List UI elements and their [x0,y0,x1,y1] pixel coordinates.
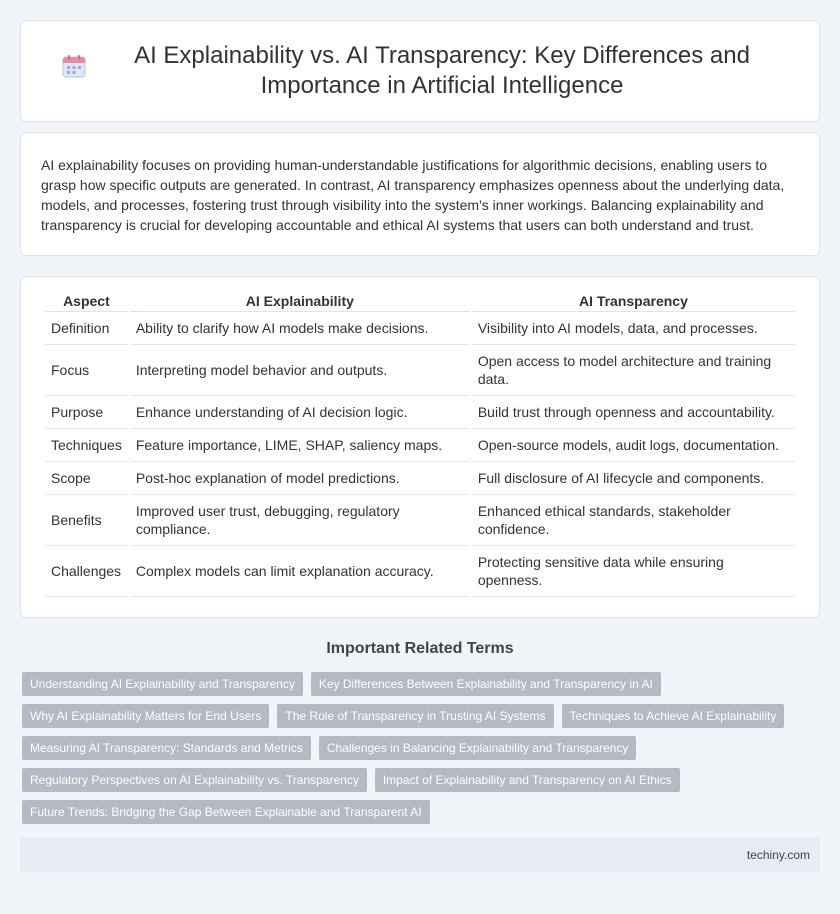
related-term-tag[interactable]: Key Differences Between Explainability and Transparency in AI [311,672,661,696]
header-aspect: Aspect [45,291,128,312]
related-term-tag[interactable]: Regulatory Perspectives on AI Explainability vs. Transparency [22,768,367,792]
cell-transparency: Visibility into AI models, data, and processes. [472,312,795,345]
related-term-tag[interactable]: The Role of Transparency in Trusting AI Systems [277,704,553,728]
cell-aspect: Scope [45,462,128,495]
table-header-row [45,291,795,312]
header-card [20,20,820,122]
table-row [45,546,795,597]
cell-transparency: Build trust through openness and accountability. [472,396,795,429]
page-title: AI Explainability vs. AI Transparency: Key Differences and Importance in Artificial Intelligence [134,42,750,99]
cell-explainability: Post-hoc explanation of model predictions. [130,462,470,495]
cell-aspect: Benefits [45,495,128,546]
related-term-tag[interactable]: Measuring AI Transparency: Standards and Metrics [22,736,311,760]
cell-aspect: Purpose [45,396,128,429]
header-explainability: AI Explainability [130,291,470,312]
calendar-icon [61,53,87,79]
table-row [45,462,795,495]
comparison-table-card [20,276,820,618]
cell-transparency: Full disclosure of AI lifecycle and components. [472,462,795,495]
cell-explainability: Ability to clarify how AI models make decisions. [130,312,470,345]
related-terms-title: Important Related Terms [326,640,514,657]
cell-transparency: Enhanced ethical standards, stakeholder confidence. [472,495,795,546]
related-term-tag[interactable]: Understanding AI Explainability and Transparency [22,672,303,696]
related-term-tag[interactable]: Why AI Explainability Matters for End Users [22,704,269,728]
related-term-tag[interactable]: Future Trends: Bridging the Gap Between Explainable and Transparent AI [22,800,430,824]
cell-explainability: Improved user trust, debugging, regulatory compliance. [130,495,470,546]
intro-text: AI explainability focuses on providing human-understandable justifications for algorithmic decisions, enabling users to grasp how specific outputs are generated. In contrast, AI transparency emphasizes openness about the underlying data, models, and processes, fostering trust through visibility into the system's inner workings. Balancing explainability and transparency is crucial for developing accountable and ethical AI systems that users can both understand and trust. [41,157,785,233]
intro-card [20,132,820,256]
table-row [45,345,795,396]
comparison-table [43,291,797,597]
cell-transparency: Open-source models, audit logs, documentation. [472,429,795,462]
footer [20,838,820,872]
table-row [45,396,795,429]
table-row [45,312,795,345]
related-term-tag[interactable]: Impact of Explainability and Transparency on AI Ethics [375,768,680,792]
cell-explainability: Interpreting model behavior and outputs. [130,345,470,396]
cell-aspect: Techniques [45,429,128,462]
cell-explainability: Enhance understanding of AI decision logic. [130,396,470,429]
header-transparency: AI Transparency [472,291,795,312]
cell-transparency: Protecting sensitive data while ensuring openness. [472,546,795,597]
cell-aspect: Definition [45,312,128,345]
cell-transparency: Open access to model architecture and training data. [472,345,795,396]
cell-aspect: Focus [45,345,128,396]
cell-explainability: Complex models can limit explanation accuracy. [130,546,470,597]
related-term-tag[interactable]: Challenges in Balancing Explainability and Transparency [319,736,637,760]
footer-site-link[interactable]: techiny.com [746,848,810,862]
table-row [45,495,795,546]
related-term-tag[interactable]: Techniques to Achieve AI Explainability [562,704,785,728]
related-terms-list [22,672,820,824]
cell-aspect: Challenges [45,546,128,597]
cell-explainability: Feature importance, LIME, SHAP, saliency maps. [130,429,470,462]
table-row [45,429,795,462]
